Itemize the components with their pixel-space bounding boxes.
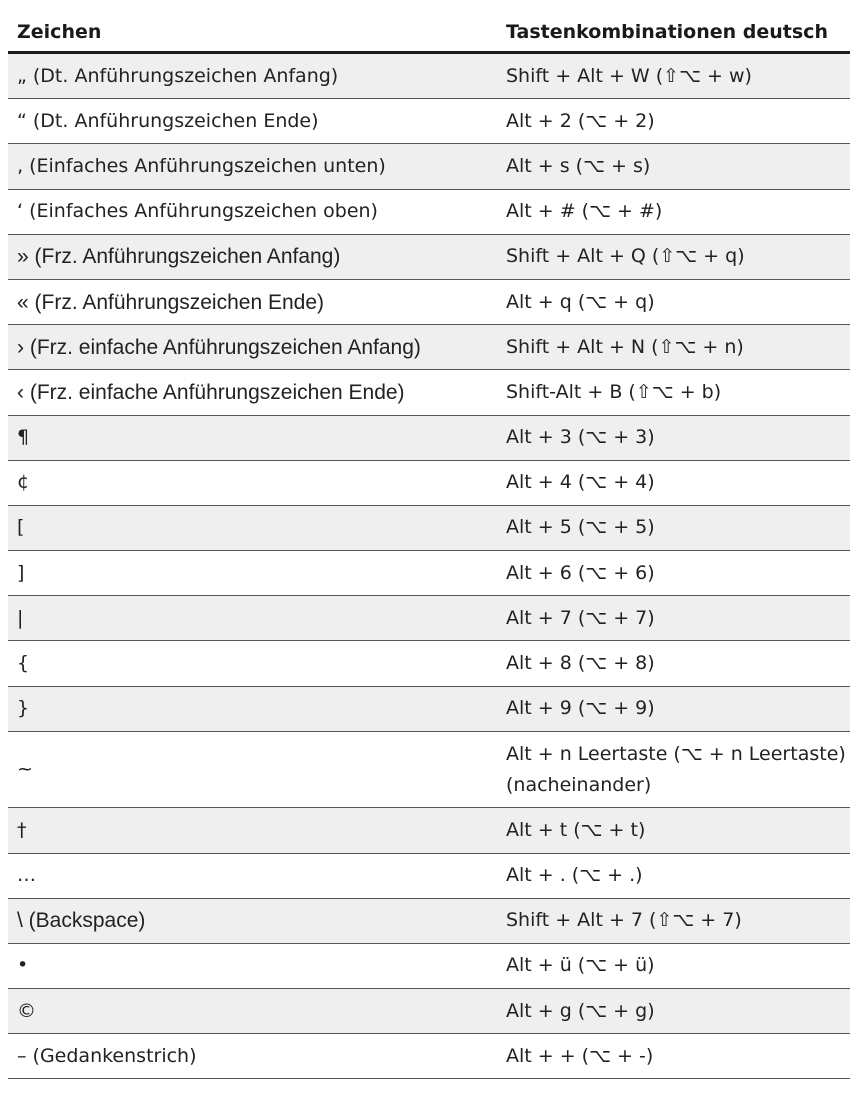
header-zeichen: Zeichen	[17, 21, 102, 43]
tasten-cell: Alt + 2 (⌥ + 2)	[506, 109, 655, 132]
table-row	[8, 235, 850, 280]
tasten-cell: Alt + 9 (⌥ + 9)	[506, 697, 655, 720]
table-row	[8, 944, 850, 989]
tasten-cell: Alt + 6 (⌥ + 6)	[506, 561, 655, 584]
tasten-cell: Alt + t (⌥ + t)	[506, 818, 646, 841]
tasten-cell: Shift + Alt + Q (⇧⌥ + q)	[506, 245, 745, 268]
tasten-cell: Alt + 4 (⌥ + 4)	[506, 471, 655, 494]
zeichen-cell: [	[17, 516, 25, 539]
shortcut-table	[8, 0, 850, 1079]
zeichen-cell: ~	[17, 758, 33, 781]
header-tastenkombinationen: Tastenkombinationen deutsch	[506, 21, 828, 43]
table-row	[8, 461, 850, 506]
tasten-cell: Shift + Alt + 7 (⇧⌥ + 7)	[506, 909, 742, 932]
zeichen-cell: “ (Dt. Anführungszeichen Ende)	[17, 109, 319, 132]
tasten-cell: Alt + 7 (⌥ + 7)	[506, 606, 655, 629]
zeichen-cell: |	[17, 606, 24, 629]
table-header	[8, 0, 850, 54]
table-row	[8, 596, 850, 641]
table-row	[8, 641, 850, 686]
tasten-cell: Alt + + (⌥ + -)	[506, 1044, 654, 1067]
table-row	[8, 854, 850, 899]
tasten-cell: Shift + Alt + W (⇧⌥ + w)	[506, 64, 752, 87]
zeichen-cell: ]	[17, 561, 25, 584]
tasten-cell: Alt + ü (⌥ + ü)	[506, 954, 655, 977]
tasten-cell: Alt + 5 (⌥ + 5)	[506, 516, 655, 539]
table-row	[8, 190, 850, 235]
zeichen-cell: †	[17, 818, 27, 841]
tasten-cell: Alt + 8 (⌥ + 8)	[506, 652, 655, 675]
zeichen-cell: » (Frz. Anführungszeichen Anfang)	[17, 245, 341, 269]
zeichen-cell: }	[17, 697, 30, 720]
zeichen-cell: •	[17, 954, 29, 977]
tasten-cell: Shift-Alt + B (⇧⌥ + b)	[506, 380, 722, 403]
table-row	[8, 1034, 850, 1079]
zeichen-cell: – (Gedankenstrich)	[17, 1044, 197, 1067]
zeichen-cell: ¢	[17, 471, 30, 494]
table-row	[8, 506, 850, 551]
tasten-cell: Alt + g (⌥ + g)	[506, 999, 655, 1022]
zeichen-cell: {	[17, 652, 30, 675]
zeichen-cell: …	[17, 864, 36, 887]
zeichen-cell: ‘ (Einfaches Anführungszeichen oben)	[17, 200, 378, 223]
table-row	[8, 687, 850, 732]
table-row	[8, 325, 850, 370]
tasten-cell: Alt + . (⌥ + .)	[506, 864, 643, 887]
table-row	[8, 808, 850, 853]
zeichen-cell: ©	[17, 999, 36, 1022]
tasten-cell: Alt + q (⌥ + q)	[506, 290, 655, 313]
table-row	[8, 899, 850, 944]
tasten-cell: Alt + 3 (⌥ + 3)	[506, 426, 655, 449]
table-row	[8, 144, 850, 189]
table-row	[8, 732, 850, 809]
table-row	[8, 551, 850, 596]
tasten-cell: Shift + Alt + N (⇧⌥ + n)	[506, 335, 744, 358]
table-row	[8, 99, 850, 144]
zeichen-cell: ‹ (Frz. einfache Anführungszeichen Ende)	[17, 380, 405, 404]
tasten-cell: Alt + n Leertaste (⌥ + n Leertaste) (nacheinander)	[506, 742, 846, 796]
table-row	[8, 989, 850, 1034]
table-row	[8, 370, 850, 415]
tasten-cell: Alt + # (⌥ + #)	[506, 200, 663, 223]
zeichen-cell: › (Frz. einfache Anführungszeichen Anfang)	[17, 335, 421, 359]
zeichen-cell: ¶	[17, 426, 30, 449]
zeichen-cell: \ (Backspace)	[17, 909, 146, 933]
zeichen-cell: « (Frz. Anführungszeichen Ende)	[17, 290, 325, 314]
zeichen-cell: „ (Dt. Anführungszeichen Anfang)	[17, 64, 339, 87]
table-row	[8, 280, 850, 325]
table-row	[8, 54, 850, 99]
table-row	[8, 416, 850, 461]
tasten-cell: Alt + s (⌥ + s)	[506, 154, 651, 177]
zeichen-cell: ‚ (Einfaches Anführungszeichen unten)	[17, 154, 386, 177]
